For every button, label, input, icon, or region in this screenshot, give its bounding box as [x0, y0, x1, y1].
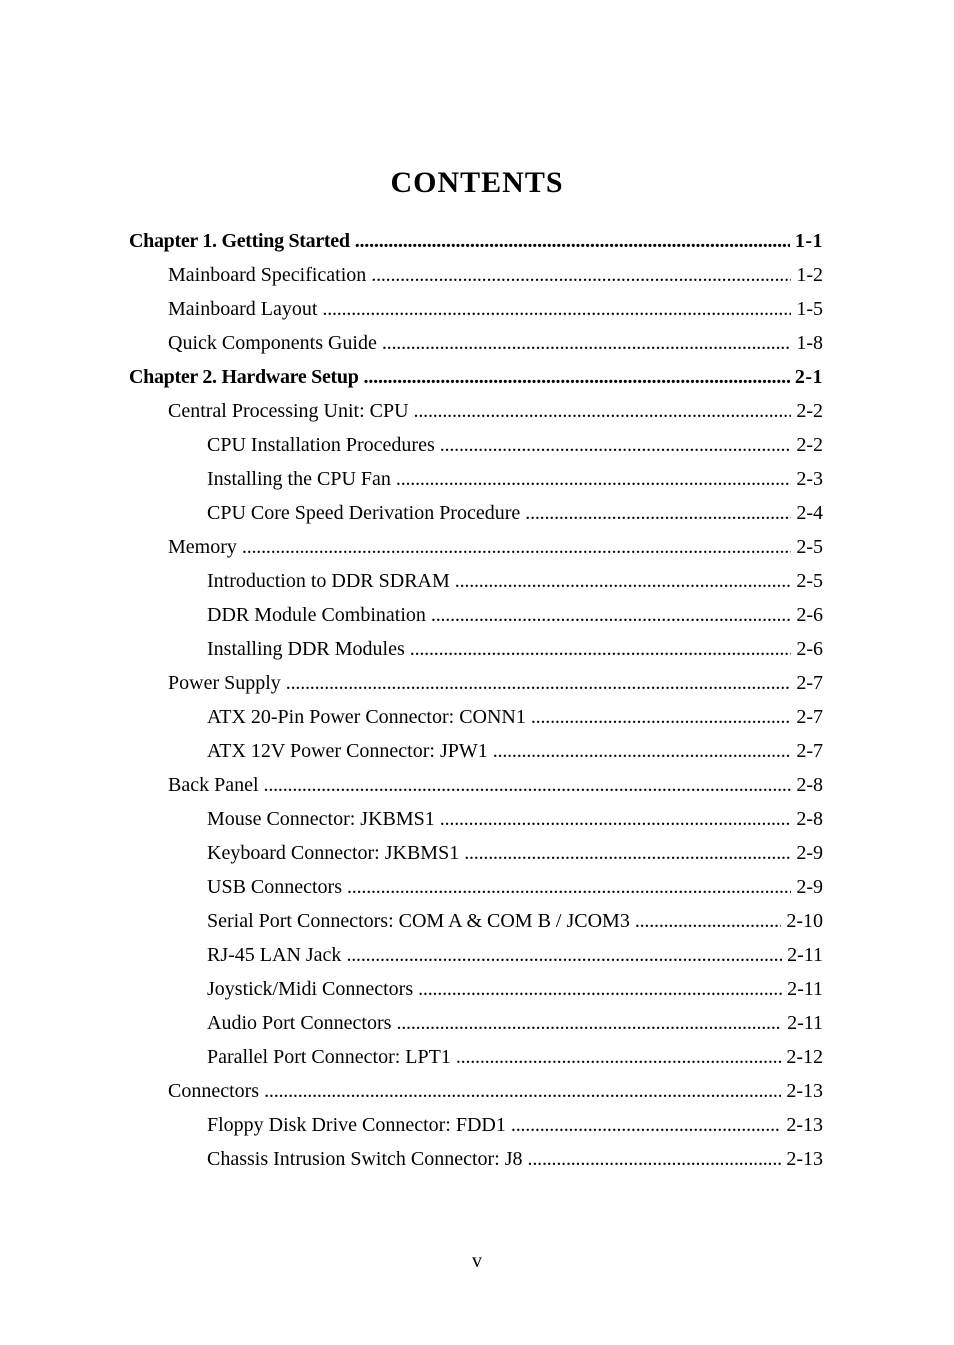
- toc-entry-page: 1-1: [794, 230, 823, 252]
- toc-entry[interactable]: [129, 1040, 823, 1074]
- dot-leader: [364, 360, 790, 394]
- dot-leader: [493, 734, 792, 768]
- toc-entry-label: Floppy Disk Drive Connector: FDD1: [207, 1114, 506, 1136]
- toc-entry-page: 2-12: [786, 1046, 823, 1068]
- dot-leader: [635, 904, 782, 938]
- toc-entry-label: USB Connectors: [207, 876, 342, 898]
- toc-entry-page: 2-11: [787, 1012, 823, 1034]
- toc-entry-label: Chapter 1. Getting Started: [129, 230, 350, 252]
- toc-entry[interactable]: [129, 870, 823, 904]
- toc-entry-label: Mainboard Specification: [168, 264, 367, 286]
- dot-leader: [410, 632, 792, 666]
- toc-entry-label: Audio Port Connectors: [207, 1012, 392, 1034]
- toc-entry-label: ATX 12V Power Connector: JPW1: [207, 740, 488, 762]
- toc-entry-label: DDR Module Combination: [207, 604, 426, 626]
- toc-entry-label: Introduction to DDR SDRAM: [207, 570, 450, 592]
- toc-entry-page: 2-7: [796, 706, 823, 728]
- toc-entry-page: 2-5: [796, 536, 823, 558]
- toc-entry-page: 1-5: [796, 298, 823, 320]
- dot-leader: [264, 1074, 781, 1108]
- toc-entry[interactable]: [129, 326, 823, 360]
- toc-entry-page: 2-5: [796, 570, 823, 592]
- toc-entry-label: RJ-45 LAN Jack: [207, 944, 342, 966]
- toc-entry-page: 2-6: [796, 604, 823, 626]
- dot-leader: [264, 768, 792, 802]
- dot-leader: [346, 938, 782, 972]
- page-title: CONTENTS: [390, 166, 564, 199]
- toc-entry-page: 2-13: [786, 1080, 823, 1102]
- dot-leader: [431, 598, 791, 632]
- toc-entry-label: Mouse Connector: JKBMS1: [207, 808, 435, 830]
- toc-entry-page: 2-1: [794, 366, 823, 388]
- toc-entry-label: Memory: [168, 536, 237, 558]
- toc-entry-page: 2-8: [796, 774, 823, 796]
- toc-entry[interactable]: [129, 768, 823, 802]
- dot-leader: [455, 564, 792, 598]
- toc-entry[interactable]: [129, 530, 823, 564]
- dot-leader: [242, 530, 791, 564]
- toc-entry[interactable]: [129, 836, 823, 870]
- dot-leader: [396, 462, 791, 496]
- toc-entry-page: 2-13: [786, 1114, 823, 1136]
- toc-entry[interactable]: [129, 564, 823, 598]
- toc-entry[interactable]: [129, 972, 823, 1006]
- page-number: v: [472, 1250, 482, 1272]
- toc-entry-page: 2-7: [796, 740, 823, 762]
- toc-entry[interactable]: [129, 1006, 823, 1040]
- toc-entry[interactable]: [129, 1074, 823, 1108]
- dot-leader: [355, 224, 790, 258]
- dot-leader: [464, 836, 791, 870]
- toc-entry-page: 2-9: [796, 842, 823, 864]
- toc-entry[interactable]: [129, 258, 823, 292]
- dot-leader: [456, 1040, 781, 1074]
- toc-entry[interactable]: [129, 1142, 823, 1176]
- dot-leader: [322, 292, 791, 326]
- toc-entry-page: 2-11: [787, 978, 823, 1000]
- toc-entry-label: Installing the CPU Fan: [207, 468, 391, 490]
- toc-entry-label: Mainboard Layout: [168, 298, 318, 320]
- toc-entry-label: Chassis Intrusion Switch Connector: J8: [207, 1148, 523, 1170]
- dot-leader: [418, 972, 782, 1006]
- toc-entry[interactable]: [129, 1108, 823, 1142]
- toc-entry[interactable]: [129, 734, 823, 768]
- toc-entry-page: 2-13: [786, 1148, 823, 1170]
- toc-chapter-entry[interactable]: [129, 224, 823, 258]
- toc-entry-label: CPU Core Speed Derivation Procedure: [207, 502, 521, 524]
- toc-entry-label: Connectors: [168, 1080, 260, 1102]
- toc-entry[interactable]: [129, 292, 823, 326]
- toc-entry-page: 1-8: [796, 332, 823, 354]
- toc-entry[interactable]: [129, 496, 823, 530]
- dot-leader: [531, 700, 791, 734]
- toc-entry-page: 2-11: [787, 944, 823, 966]
- dot-leader: [440, 802, 792, 836]
- toc-entry[interactable]: [129, 598, 823, 632]
- toc-entry[interactable]: [129, 700, 823, 734]
- toc-entry-label: Chapter 2. Hardware Setup: [129, 366, 359, 388]
- toc-entry-label: Parallel Port Connector: LPT1: [207, 1046, 451, 1068]
- toc-entry[interactable]: [129, 938, 823, 972]
- toc-entry-label: Keyboard Connector: JKBMS1: [207, 842, 460, 864]
- toc-entry[interactable]: [129, 904, 823, 938]
- toc-entry-page: 2-6: [796, 638, 823, 660]
- toc-entry-label: Quick Components Guide: [168, 332, 377, 354]
- dot-leader: [511, 1108, 781, 1142]
- toc-entry-page: 2-9: [796, 876, 823, 898]
- dot-leader: [286, 666, 792, 700]
- toc-entry-label: ATX 20-Pin Power Connector: CONN1: [207, 706, 526, 728]
- toc-entry[interactable]: [129, 428, 823, 462]
- toc-entry-label: CPU Installation Procedures: [207, 434, 435, 456]
- dot-leader: [414, 394, 792, 428]
- toc-entry-page: 2-2: [796, 434, 823, 456]
- toc-entry[interactable]: [129, 666, 823, 700]
- dot-leader: [396, 1006, 782, 1040]
- toc-entry-page: 2-7: [796, 672, 823, 694]
- dot-leader: [525, 496, 791, 530]
- toc-entry-page: 2-2: [796, 400, 823, 422]
- dot-leader: [382, 326, 791, 360]
- toc-entry-page: 2-3: [796, 468, 823, 490]
- toc-entry[interactable]: [129, 802, 823, 836]
- dot-leader: [347, 870, 791, 904]
- toc-entry-page: 1-2: [796, 264, 823, 286]
- toc-entry-label: Back Panel: [168, 774, 259, 796]
- toc-entry-label: Central Processing Unit: CPU: [168, 400, 409, 422]
- toc-chapter-entry[interactable]: [129, 360, 823, 394]
- toc-entry-page: 2-10: [786, 910, 823, 932]
- dot-leader: [528, 1142, 782, 1176]
- table-of-contents: [129, 224, 823, 1176]
- toc-entry-page: 2-8: [796, 808, 823, 830]
- toc-entry-label: Serial Port Connectors: COM A & COM B / JCOM3: [207, 910, 630, 932]
- toc-entry[interactable]: [129, 462, 823, 496]
- toc-entry-label: Installing DDR Modules: [207, 638, 405, 660]
- toc-entry-label: Joystick/Midi Connectors: [207, 978, 414, 1000]
- toc-entry-page: 2-4: [796, 502, 823, 524]
- dot-leader: [440, 428, 792, 462]
- toc-entry[interactable]: [129, 394, 823, 428]
- dot-leader: [371, 258, 791, 292]
- toc-entry[interactable]: [129, 632, 823, 666]
- toc-entry-label: Power Supply: [168, 672, 281, 694]
